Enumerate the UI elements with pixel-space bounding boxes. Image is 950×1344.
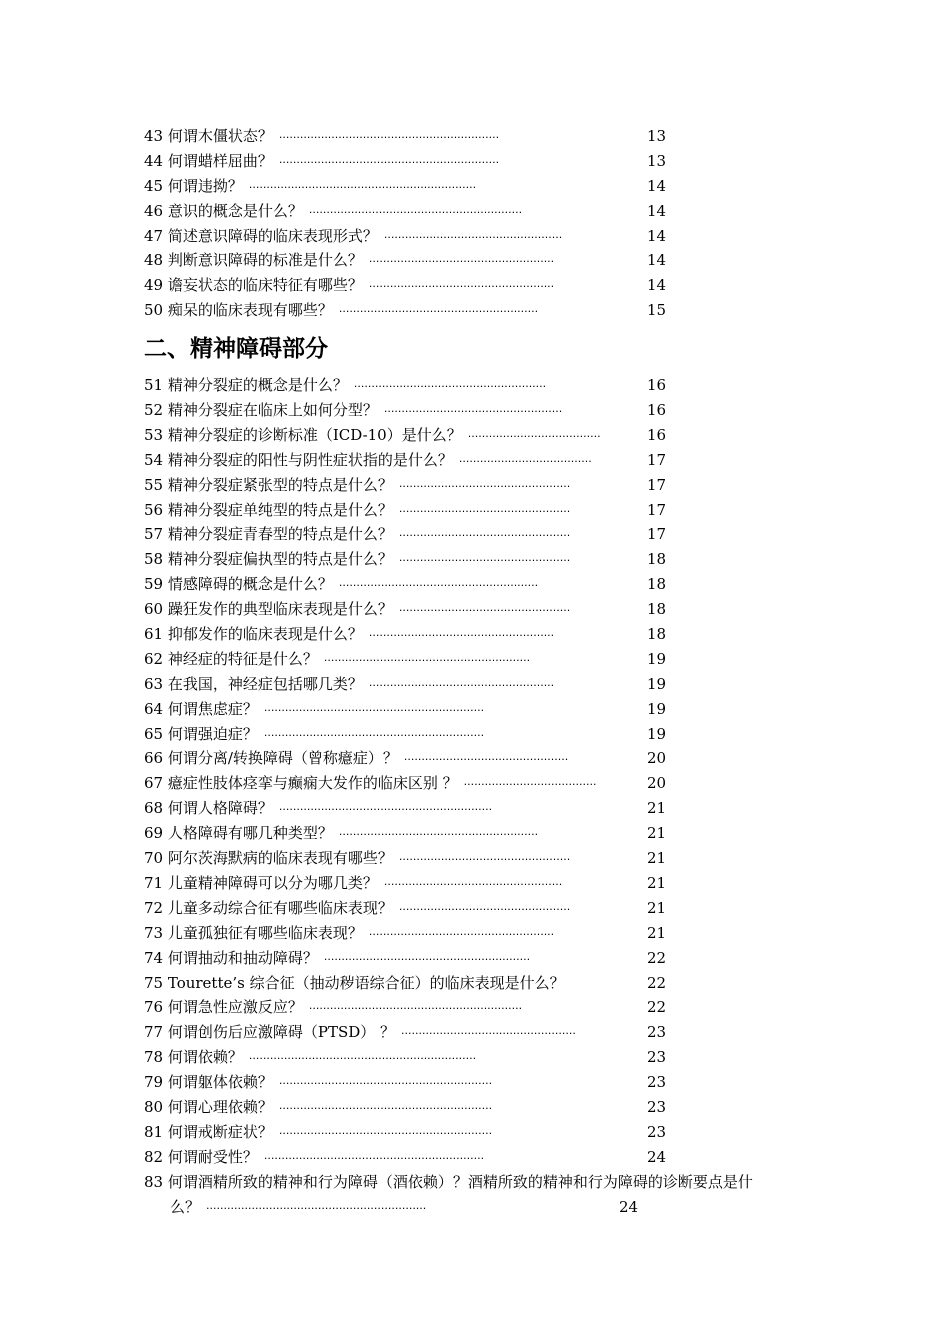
toc-entry-label: 72 儿童多动综合征有哪些临床表现？ xyxy=(144,898,393,917)
toc-leader-dots: ··················································· xyxy=(383,877,563,891)
toc-entry-label: 66 何谓分离/转换障碍（曾称癔症）？ xyxy=(144,749,398,768)
toc-leader-dots: ······························································· xyxy=(278,131,500,144)
toc-entry[interactable] xyxy=(144,373,824,398)
toc-entry-label: 48 判断意识障碍的标准是什么？ xyxy=(144,251,363,270)
toc-page-number: 14 xyxy=(647,226,667,245)
toc-leader-dots: ······························································· xyxy=(263,728,485,742)
toc-entry-label: 69 人格障碍有哪几种类型？ xyxy=(144,824,333,843)
toc-entry[interactable] xyxy=(144,672,824,697)
toc-leader-dots: ····················································· xyxy=(368,280,555,294)
toc-leader-dots: ····························································· xyxy=(308,1002,523,1016)
toc-entry[interactable] xyxy=(144,722,824,747)
toc-entry-label: 67 癔症性肢体痉挛与癫痫大发作的临床区别 ？ xyxy=(144,774,458,793)
toc-entry-label: 58 精神分裂症偏执型的特点是什么？ xyxy=(144,550,393,569)
toc-leader-dots: ························································· xyxy=(338,828,539,842)
toc-entry[interactable] xyxy=(144,697,824,722)
toc-entry-label: 43 何谓木僵状态？ xyxy=(144,127,273,145)
toc-page-number: 18 xyxy=(647,600,667,619)
toc-entry-label: 75 Tourette’s 综合征（抽动秽语综合征）的临床表现是什么？ xyxy=(144,973,565,992)
toc-entry[interactable] xyxy=(144,796,824,821)
toc-page-number: 13 xyxy=(647,127,667,145)
toc-entry[interactable] xyxy=(144,174,824,199)
toc-entry-label: 83 何谓酒精所致的精神和行为障碍（酒依赖）？酒精所致的精神和行为障碍的诊断要点是什 xyxy=(144,1172,753,1191)
toc-entry[interactable] xyxy=(144,1020,824,1045)
table-of-contents xyxy=(144,124,824,1220)
toc-entry[interactable] xyxy=(144,921,824,946)
toc-leader-dots: ················································· xyxy=(398,554,571,568)
toc-entry-label: 53 精神分裂症的诊断标准（ICD-10）是什么？ xyxy=(144,425,462,444)
toc-leader-dots: ····························································· xyxy=(278,1101,493,1115)
toc-entry[interactable] xyxy=(144,1170,824,1220)
toc-entry-label: 80 何谓心理依赖？ xyxy=(144,1097,273,1116)
toc-entry[interactable] xyxy=(144,298,824,323)
toc-entry[interactable] xyxy=(144,846,824,871)
toc-page-number: 21 xyxy=(647,799,667,818)
toc-leader-dots: ··············································· xyxy=(403,753,569,767)
toc-leader-dots: ················································· xyxy=(398,529,571,543)
toc-entry[interactable] xyxy=(144,398,824,423)
toc-entry-label: 46 意识的概念是什么？ xyxy=(144,201,303,220)
toc-leader-dots: ······································ xyxy=(467,429,601,443)
toc-entry-label: 82 何谓耐受性？ xyxy=(144,1147,258,1166)
toc-entry-label: 55 精神分裂症紧张型的特点是什么？ xyxy=(144,475,393,494)
toc-entry[interactable] xyxy=(144,273,824,298)
toc-leader-dots: ····················································· xyxy=(368,678,555,692)
toc-entry[interactable] xyxy=(144,224,824,249)
toc-entry[interactable] xyxy=(144,597,824,622)
toc-page-number: 21 xyxy=(647,824,667,843)
toc-page-number: 22 xyxy=(647,948,667,967)
toc-leader-dots: ··················································· xyxy=(383,230,563,244)
toc-entry-label: 64 何谓焦虑症？ xyxy=(144,699,258,718)
toc-leader-dots: ······························································· xyxy=(278,155,500,169)
toc-leader-dots: ····························································· xyxy=(278,1077,493,1091)
toc-leader-dots: ················································· xyxy=(398,853,571,867)
toc-entry-label: 54 精神分裂症的阳性与阴性症状指的是什么？ xyxy=(144,450,453,469)
toc-entry-label: 81 何谓戒断症状？ xyxy=(144,1122,273,1141)
toc-entry-label-cont: 么？ xyxy=(170,1197,201,1216)
toc-page-number: 20 xyxy=(647,749,667,768)
toc-leader-dots: ······························································· xyxy=(263,1151,485,1165)
toc-entry-label: 47 简述意识障碍的临床表现形式？ xyxy=(144,226,378,245)
toc-leader-dots: ····························································· xyxy=(278,1126,493,1140)
toc-page-number: 23 xyxy=(647,1048,667,1067)
toc-leader-dots: ····························································· xyxy=(308,205,523,219)
toc-entry[interactable] xyxy=(144,248,824,273)
toc-entry[interactable] xyxy=(144,149,824,174)
toc-entry[interactable] xyxy=(144,522,824,547)
toc-page-number: 14 xyxy=(647,276,667,295)
toc-entry[interactable] xyxy=(144,896,824,921)
toc-entry-label: 73 儿童孤独征有哪些临床表现？ xyxy=(144,923,363,942)
toc-entry-label: 63 在我国，神经症包括哪几类？ xyxy=(144,674,363,693)
toc-page-number: 16 xyxy=(647,401,667,420)
toc-leader-dots: ··························································· xyxy=(323,952,531,966)
toc-page-number: 22 xyxy=(647,973,667,992)
toc-entry[interactable] xyxy=(144,771,824,796)
toc-entry-label: 68 何谓人格障碍？ xyxy=(144,799,273,818)
toc-entry-label: 71 儿童精神障碍可以分为哪几类？ xyxy=(144,873,378,892)
toc-page-number: 21 xyxy=(647,873,667,892)
toc-page-number: 24 xyxy=(619,1197,639,1216)
toc-leader-dots: ······························································· xyxy=(206,1201,427,1215)
toc-leader-dots: ····························································· xyxy=(278,803,493,817)
toc-entry[interactable] xyxy=(144,498,824,523)
toc-entry[interactable] xyxy=(144,1095,824,1120)
toc-leader-dots: ······························································· xyxy=(263,703,485,717)
toc-entry-label: 70 阿尔茨海默病的临床表现有哪些？ xyxy=(144,849,393,868)
toc-entry-label: 60 躁狂发作的典型临床表现是什么？ xyxy=(144,600,393,619)
toc-leader-dots: ··························································· xyxy=(323,653,531,667)
toc-page-number: 19 xyxy=(647,699,667,718)
toc-page-number: 16 xyxy=(647,376,667,395)
toc-entry[interactable] xyxy=(144,448,824,473)
toc-page-number: 21 xyxy=(647,849,667,868)
toc-entry[interactable] xyxy=(144,473,824,498)
toc-entry-label: 50 痴呆的临床表现有哪些？ xyxy=(144,301,333,320)
toc-entry[interactable] xyxy=(144,199,824,224)
toc-page-number: 22 xyxy=(647,998,667,1017)
toc-entry[interactable] xyxy=(144,647,824,672)
toc-leader-dots: ····················································· xyxy=(368,927,555,941)
toc-entry[interactable] xyxy=(144,547,824,572)
toc-page-number: 18 xyxy=(647,575,667,594)
toc-page-number: 14 xyxy=(647,201,667,220)
toc-page-number: 23 xyxy=(647,1023,667,1042)
toc-leader-dots: ················································· xyxy=(398,479,571,493)
toc-page-number: 17 xyxy=(647,450,667,469)
toc-leader-dots: ····················································· xyxy=(368,255,555,269)
toc-leader-dots: ················································· xyxy=(398,902,571,916)
toc-leader-dots: ················································· xyxy=(398,604,571,618)
toc-entry-label: 62 神经症的特征是什么？ xyxy=(144,649,318,668)
toc-entry[interactable] xyxy=(144,1120,824,1145)
toc-leader-dots: ················································· xyxy=(398,504,571,518)
toc-entry-label: 45 何谓违拗？ xyxy=(144,176,243,195)
toc-entry-label: 76 何谓急性应激反应？ xyxy=(144,998,303,1017)
toc-entry[interactable] xyxy=(144,995,824,1020)
toc-leader-dots: ························································· xyxy=(338,579,539,593)
toc-leader-dots: ································································· xyxy=(248,1052,477,1066)
toc-entry-continuation xyxy=(144,1195,824,1222)
toc-entry[interactable] xyxy=(144,871,824,896)
toc-entry[interactable] xyxy=(144,423,824,448)
toc-leader-dots: ··················································· xyxy=(383,405,563,419)
toc-entry-label: 78 何谓依赖？ xyxy=(144,1048,243,1067)
toc-page-number: 13 xyxy=(647,151,667,170)
toc-leader-dots: ····················································· xyxy=(368,629,555,643)
toc-part1 xyxy=(144,124,824,323)
toc-page-number: 15 xyxy=(647,301,667,320)
toc-entry[interactable] xyxy=(144,946,824,971)
toc-entry-label: 52 精神分裂症在临床上如何分型？ xyxy=(144,401,378,420)
toc-entry-label: 56 精神分裂症单纯型的特点是什么？ xyxy=(144,500,393,519)
toc-page-number: 16 xyxy=(647,425,667,444)
section-heading: 二、精神障碍部分 xyxy=(144,336,328,363)
toc-leader-dots: ······································ xyxy=(458,454,592,468)
toc-page-number: 23 xyxy=(647,1097,667,1116)
toc-leader-dots: ························································· xyxy=(338,305,539,319)
toc-entry-label: 65 何谓强迫症？ xyxy=(144,724,258,743)
toc-entry[interactable] xyxy=(144,821,824,846)
toc-page-number: 23 xyxy=(647,1122,667,1141)
toc-entry[interactable] xyxy=(144,1045,824,1070)
toc-leader-dots: ································································· xyxy=(248,180,477,194)
toc-entry[interactable] xyxy=(144,1070,824,1095)
toc-leader-dots: ······································ xyxy=(463,778,597,792)
toc-entry-label: 57 精神分裂症青春型的特点是什么？ xyxy=(144,525,393,544)
toc-entry[interactable] xyxy=(144,971,824,996)
toc-page-number: 19 xyxy=(647,724,667,743)
toc-entry[interactable] xyxy=(144,622,824,647)
toc-part2 xyxy=(144,373,824,1220)
toc-entry[interactable] xyxy=(144,746,824,771)
toc-leader-dots: ·················································· xyxy=(401,1027,576,1041)
toc-page-number: 14 xyxy=(647,176,667,195)
toc-entry-label: 79 何谓躯体依赖？ xyxy=(144,1073,273,1092)
toc-page-number: 23 xyxy=(647,1073,667,1092)
toc-page-number: 17 xyxy=(647,525,667,544)
toc-leader-dots: ······················································· xyxy=(353,380,547,394)
toc-page-number: 19 xyxy=(647,674,667,693)
toc-page-number: 18 xyxy=(647,550,667,569)
toc-entry-label: 59 情感障碍的概念是什么？ xyxy=(144,575,333,594)
toc-page-number: 19 xyxy=(647,649,667,668)
toc-entry-label: 77 何谓创伤后应激障碍（PTSD） ？ xyxy=(144,1023,396,1042)
toc-entry[interactable] xyxy=(144,124,824,149)
toc-entry-label: 61 抑郁发作的临床表现是什么？ xyxy=(144,625,363,644)
toc-page-number: 20 xyxy=(647,774,667,793)
toc-entry-label: 49 谵妄状态的临床特征有哪些？ xyxy=(144,276,363,295)
toc-page-number: 21 xyxy=(647,923,667,942)
toc-entry[interactable] xyxy=(144,1145,824,1170)
toc-entry[interactable] xyxy=(144,572,824,597)
toc-page-number: 14 xyxy=(647,251,667,270)
toc-entry-label: 51 精神分裂症的概念是什么？ xyxy=(144,376,348,395)
toc-page-number: 18 xyxy=(647,625,667,644)
toc-entry-label: 74 何谓抽动和抽动障碍？ xyxy=(144,948,318,967)
toc-page-number: 17 xyxy=(647,475,667,494)
toc-page-number: 21 xyxy=(647,898,667,917)
toc-page-number: 17 xyxy=(647,500,667,519)
toc-page-number: 24 xyxy=(647,1147,667,1166)
toc-entry-label: 44 何谓蜡样屈曲？ xyxy=(144,151,273,170)
